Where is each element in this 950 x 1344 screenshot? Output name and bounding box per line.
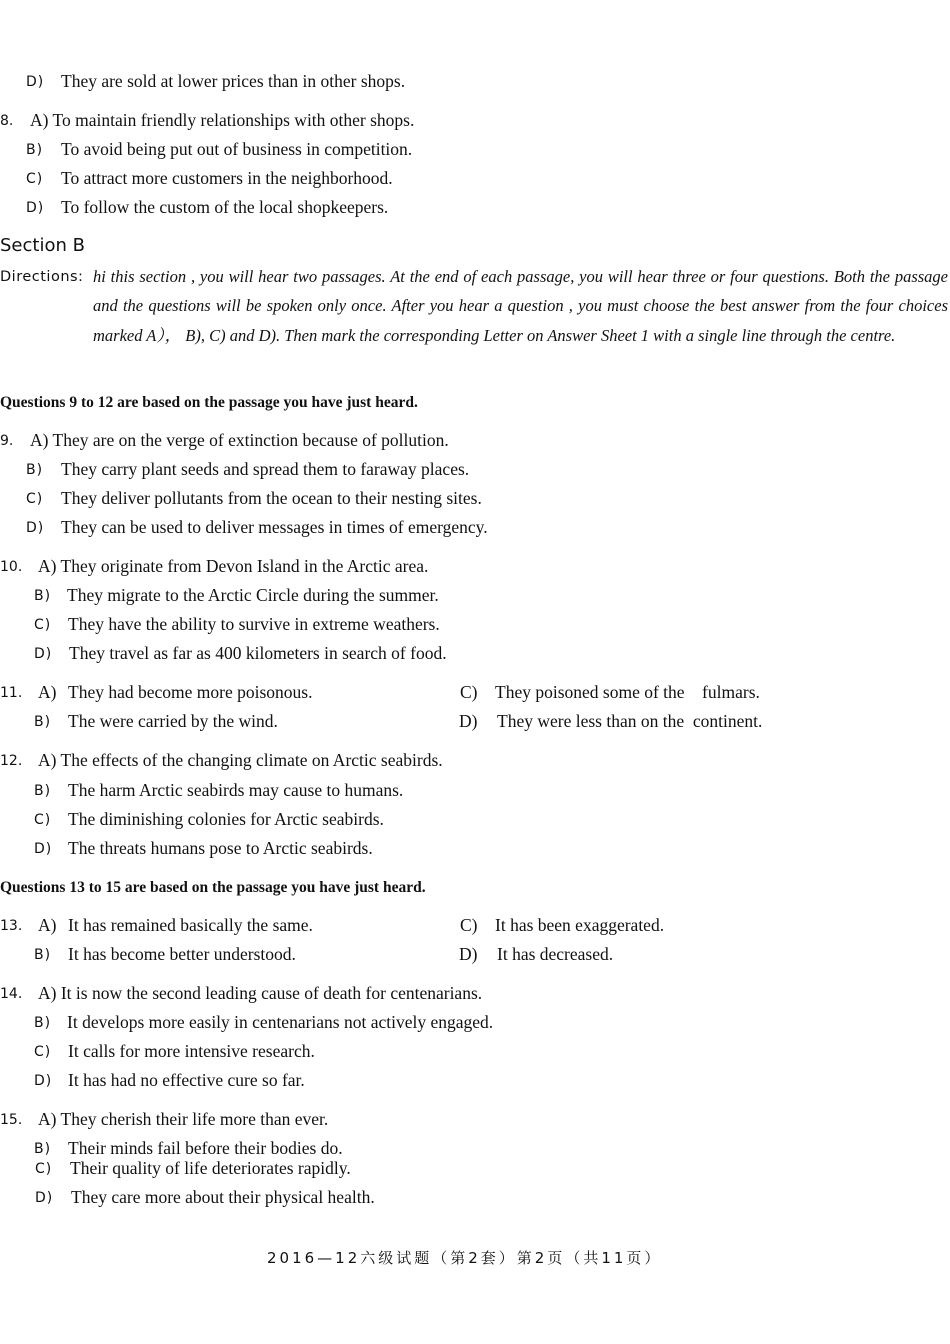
q9-b-letter: B) (26, 462, 44, 478)
group-heading-9-12: Questions 9 to 12 are based on the passage you have just heard. (0, 394, 418, 411)
q10-b-letter: B) (34, 588, 52, 604)
q13-b-text: It has become better understood. (68, 944, 296, 964)
q13-number: 13. (0, 918, 23, 934)
q15-c-letter: C) (35, 1161, 53, 1177)
q11-c-text: They poisoned some of the fulmars. (495, 682, 760, 702)
q11-number: 11. (0, 685, 23, 701)
directions-text: hi this section , you will hear two passages. At the end of each passage, you will hear three or four questions. Both the passage and the questions will be spoken only once. After you hear a question , you must choose the best answer from the four choices marked A）， B), C) and D). Then mark the corresponding Letter on Answer Sheet 1 with a single line through the centre. (93, 267, 948, 345)
q14-d-text: It has had no effective cure so far. (68, 1070, 305, 1090)
q14-b-letter: B) (34, 1015, 52, 1031)
q10-b-text: They migrate to the Arctic Circle during the summer. (67, 585, 439, 605)
q10-number: 10. (0, 559, 23, 575)
q8-c-text: To attract more customers in the neighborhood. (61, 168, 393, 188)
q8-number: 8. (0, 113, 14, 129)
q12-b-text: The harm Arctic seabirds may cause to humans. (68, 780, 404, 800)
q13-c-text: It has been exaggerated. (495, 915, 665, 935)
q15-b-text: Their minds fail before their bodies do. (68, 1138, 343, 1158)
q7-d-letter: D) (26, 74, 45, 90)
q8-c-letter: C) (26, 171, 44, 187)
q14-d-letter: D) (34, 1073, 53, 1089)
q14-b-text: It develops more easily in centenarians not actively engaged. (67, 1012, 494, 1032)
q9-b-text: They carry plant seeds and spread them to faraway places. (61, 459, 470, 479)
q10-c-text: They have the ability to survive in extreme weathers. (68, 614, 440, 634)
q8-d-letter: D) (26, 200, 45, 216)
q9-c-letter: C) (26, 491, 44, 507)
q9-d-letter: D) (26, 520, 45, 536)
q14-number: 14. (0, 986, 23, 1002)
q13-a-letter: A) (38, 915, 57, 935)
q8-b-letter: B) (26, 142, 44, 158)
q13-d-letter: D) (459, 944, 478, 964)
q15-d-text: They care more about their physical health. (71, 1187, 375, 1207)
q15-b-letter: B) (34, 1141, 52, 1157)
q10-option-a: A) They originate from Devon Island in the Arctic area. (38, 556, 429, 576)
q11-a-text: They had become more poisonous. (68, 682, 313, 702)
q12-d-letter: D) (34, 841, 53, 857)
q13-d-text: It has decreased. (497, 944, 614, 964)
q10-d-letter: D) (34, 646, 53, 662)
q8-b-text: To avoid being put out of business in competition. (61, 139, 413, 159)
q9-d-text: They can be used to deliver messages in times of emergency. (61, 517, 488, 537)
q11-a-letter: A) (38, 682, 57, 702)
q15-option-a: A) They cherish their life more than ever. (38, 1109, 329, 1129)
q12-b-letter: B) (34, 783, 52, 799)
q9-c-text: They deliver pollutants from the ocean to their nesting sites. (61, 488, 482, 508)
q7-d-text: They are sold at lower prices than in other shops. (61, 71, 406, 91)
q11-d-text: They were less than on the continent. (497, 711, 763, 731)
q12-option-a: A) The effects of the changing climate on Arctic seabirds. (38, 750, 443, 770)
group-heading-13-15: Questions 13 to 15 are based on the passage you have just heard. (0, 879, 426, 896)
q14-option-a: A) It is now the second leading cause of death for centenarians. (38, 983, 483, 1003)
q8-d-text: To follow the custom of the local shopkeepers. (61, 197, 389, 217)
q13-b-letter: B) (34, 947, 52, 963)
page-footer: 2016—12六级试题（第2套）第2页（共11页） (267, 1249, 663, 1267)
q11-d-letter: D) (459, 711, 478, 731)
q15-d-letter: D) (35, 1190, 54, 1206)
q9-option-a: A) They are on the verge of extinction because of pollution. (30, 430, 449, 450)
q12-c-letter: C) (34, 812, 52, 828)
q12-c-text: The diminishing colonies for Arctic seabirds. (68, 809, 384, 829)
q8-option-a: A) To maintain friendly relationships with other shops. (30, 110, 415, 130)
q13-c-letter: C) (460, 915, 478, 935)
q15-number: 15. (0, 1112, 23, 1128)
q11-c-letter: C) (460, 682, 478, 702)
q14-c-text: It calls for more intensive research. (68, 1041, 315, 1061)
q11-b-letter: B) (34, 714, 52, 730)
q9-number: 9. (0, 433, 14, 449)
q12-d-text: The threats humans pose to Arctic seabirds. (68, 838, 373, 858)
q12-number: 12. (0, 753, 23, 769)
directions-label: Directions: (0, 269, 84, 285)
q10-d-text: They travel as far as 400 kilometers in search of food. (69, 643, 447, 663)
q14-c-letter: C) (34, 1044, 52, 1060)
q15-c-text: Their quality of life deteriorates rapidly. (70, 1158, 351, 1178)
q11-b-text: The were carried by the wind. (68, 711, 278, 731)
section-title: Section B (0, 235, 85, 256)
q13-a-text: It has remained basically the same. (68, 915, 313, 935)
q10-c-letter: C) (34, 617, 52, 633)
